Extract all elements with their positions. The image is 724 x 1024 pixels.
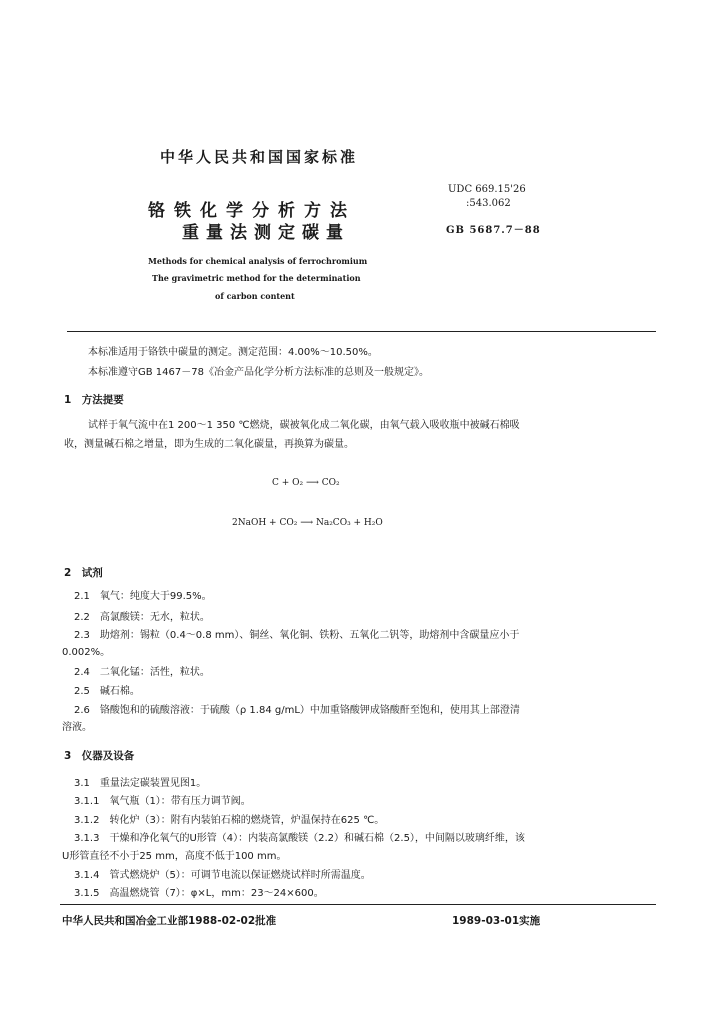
- udc-code-line2: :543.062: [466, 198, 511, 209]
- document-title-line1: 铬铁化学分析方法: [148, 201, 356, 221]
- reagent-2-3-line1: 2.3 助熔剂：锡粒（0.4～0.8 mm）、铜丝、氧化铜、铁粉、五氧化二钒等，助熔剂中含碳量应小于: [74, 630, 520, 641]
- apparatus-3-1: 3.1 重量法定碳装置见图1。: [74, 778, 207, 789]
- udc-code-line1: UDC 669.15'26: [448, 184, 526, 195]
- equation-combustion: C + O₂ ⟶ CO₂: [272, 478, 340, 488]
- intro-scope: 本标准适用于铬铁中碳量的测定。测定范围：4.00%～10.50%。: [88, 347, 378, 358]
- reagent-2-3-line2: 0.002%。: [62, 647, 111, 658]
- english-title-line2: The gravimetric method for the determination: [152, 273, 361, 283]
- intro-compliance: 本标准遵守GB 1467－78《冶金产品化学分析方法标准的总则及一般规定》。: [88, 367, 429, 378]
- section1-para-line1: 试样于氧气流中在1 200～1 350 ℃燃烧，碳被氧化成二氧化碳，由氧气载入吸收瓶中被碱石棉吸: [88, 420, 520, 431]
- reagent-2-4: 2.4 二氧化锰：活性，粒状。: [74, 667, 210, 678]
- apparatus-3-1-3-line1: 3.1.3 干燥和净化氧气的U形管（4）：内装高氯酸镁（2.2）和碱石棉（2.5），中间隔以玻璃纤维，该: [74, 833, 525, 844]
- apparatus-3-1-3-line2: U形管直径不小于25 mm，高度不低于100 mm。: [62, 851, 287, 862]
- approval-statement: 中华人民共和国冶金工业部1988-02-02批准: [62, 915, 277, 927]
- apparatus-3-1-1: 3.1.1 氧气瓶（1）：带有压力调节阀。: [74, 796, 251, 807]
- national-standard-heading: 中华人民共和国国家标准: [160, 148, 359, 166]
- reagent-2-6-line1: 2.6 铬酸饱和的硫酸溶液：于硫酸（ρ 1.84 g/mL）中加重铬酸钾成铬酸酐至饱和，使用其上部澄清: [74, 705, 520, 716]
- reagent-2-1: 2.1 氧气：纯度大于99.5%。: [74, 591, 212, 602]
- reagent-2-6-line2: 溶液。: [62, 722, 92, 733]
- gb-standard-code: GB 5687.7－88: [446, 225, 541, 236]
- reagent-2-2: 2.2 高氯酸镁：无水，粒状。: [74, 612, 210, 623]
- document-title-line2: 重量法测定碳量: [182, 223, 350, 243]
- english-title-line3: of carbon content: [215, 291, 295, 301]
- english-title-line1: Methods for chemical analysis of ferrochromium: [148, 256, 368, 266]
- section3-heading: 3 仪器及设备: [64, 750, 135, 762]
- section2-heading: 2 试剂: [64, 567, 103, 579]
- apparatus-3-1-5: 3.1.5 高温燃烧管（7）：φ×L，mm：23～24×600。: [74, 888, 324, 899]
- section1-heading: 1 方法提要: [64, 394, 124, 406]
- footer-divider: [60, 904, 656, 905]
- reagent-2-5: 2.5 碱石棉。: [74, 686, 140, 697]
- equation-absorption: 2NaOH + CO₂ ⟶ Na₂CO₃ + H₂O: [232, 518, 383, 528]
- apparatus-3-1-4: 3.1.4 管式燃烧炉（5）：可调节电流以保证燃烧试样时所需温度。: [74, 870, 371, 881]
- section1-para-line2: 收，测量碱石棉之增量，即为生成的二氧化碳量，再换算为碳量。: [64, 439, 354, 450]
- header-divider: [67, 331, 656, 332]
- apparatus-3-1-2: 3.1.2 转化炉（3）：附有内装铂石棉的燃烧管，炉温保持在625 ℃。: [74, 815, 385, 826]
- effective-date: 1989-03-01实施: [452, 915, 541, 927]
